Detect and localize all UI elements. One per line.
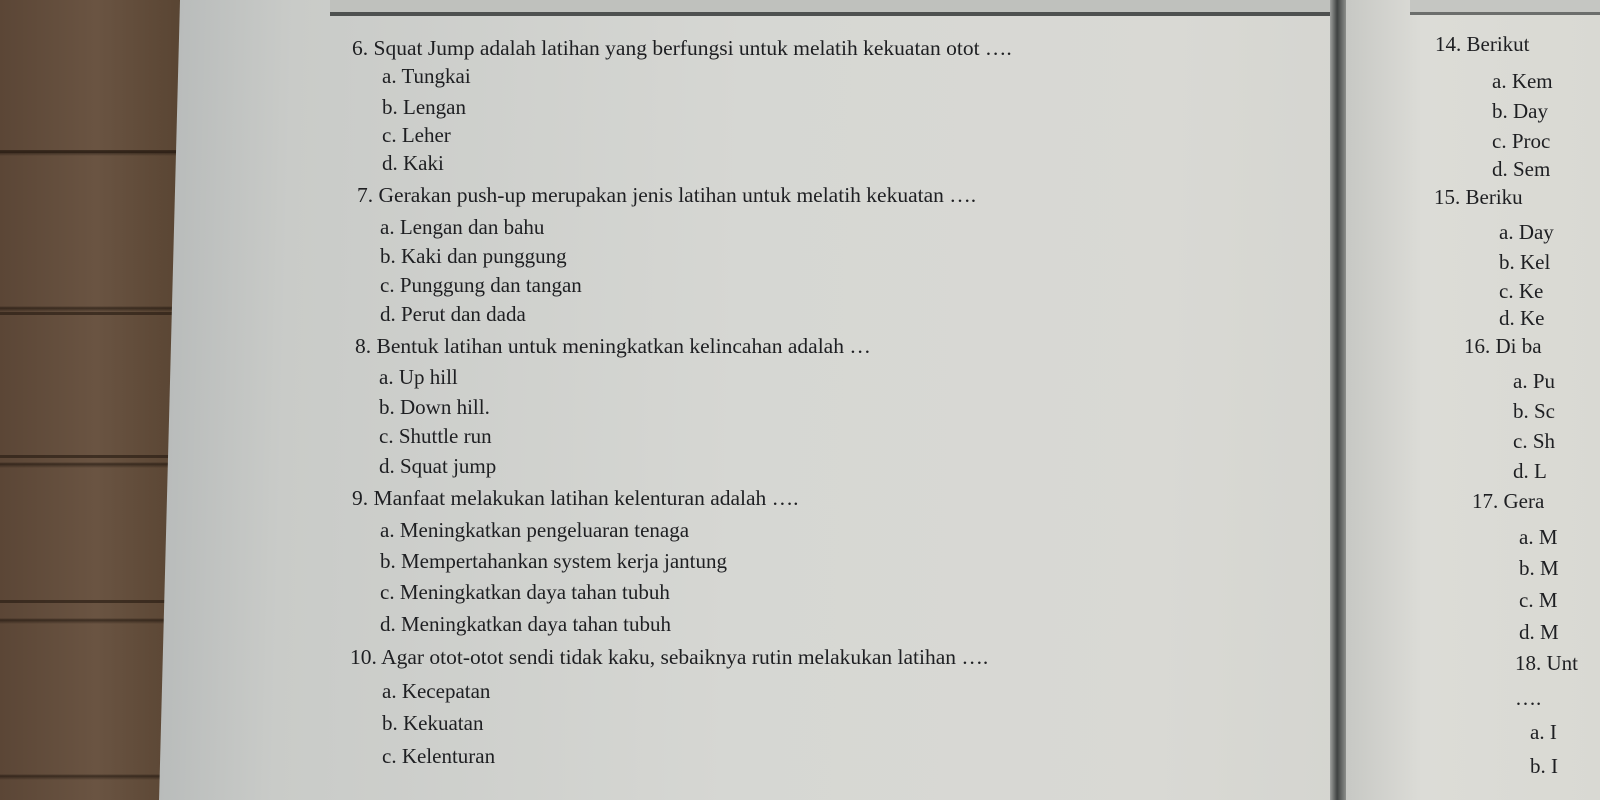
question-14-option-d: d. Sem xyxy=(1492,157,1551,181)
question-9-option-d: d. Meningkatkan daya tahan tubuh xyxy=(380,612,672,636)
right-column-cropped xyxy=(1420,0,1600,800)
question-18-option-a: a. I xyxy=(1530,720,1557,744)
question-17-option-a: a. M xyxy=(1519,525,1558,549)
question-15-option-d: d. Ke xyxy=(1499,306,1545,330)
question-16-stem: 16. Di ba xyxy=(1464,334,1542,358)
question-16-option-b: b. Sc xyxy=(1513,399,1555,423)
question-7-option-d: d. Perut dan dada xyxy=(380,302,526,326)
question-15-option-a: a. Day xyxy=(1499,220,1554,244)
question-14-option-b: b. Day xyxy=(1492,99,1548,123)
question-8-option-b: b. Down hill. xyxy=(379,395,490,419)
question-9-option-a: a. Meningkatkan pengeluaran tenaga xyxy=(380,518,690,542)
question-16-option-d: d. L xyxy=(1513,459,1547,483)
page-top-edge xyxy=(330,0,1340,16)
question-9-stem: 9. Manfaat melakukan latihan kelenturan adalah …. xyxy=(352,486,799,510)
question-6-option-d: d. Kaki xyxy=(382,151,444,175)
question-6-option-a: a. Tungkai xyxy=(382,64,471,88)
question-15-option-c: c. Ke xyxy=(1499,279,1544,303)
question-7-stem: 7. Gerakan push-up merupakan jenis latihan untuk melatih kekuatan …. xyxy=(357,183,977,207)
question-15-stem: 15. Beriku xyxy=(1434,185,1523,209)
question-18-continuation: …. xyxy=(1515,686,1542,710)
question-9-option-b: b. Mempertahankan system kerja jantung xyxy=(380,549,727,573)
question-9-option-c: c. Meningkatkan daya tahan tubuh xyxy=(380,580,670,604)
question-6-option-b: b. Lengan xyxy=(382,95,466,119)
question-8-option-a: a. Up hill xyxy=(379,365,458,389)
question-7-option-a: a. Lengan dan bahu xyxy=(380,215,545,239)
question-8-option-c: c. Shuttle run xyxy=(379,424,492,448)
question-14-option-a: a. Kem xyxy=(1492,69,1553,93)
question-16-option-c: c. Sh xyxy=(1513,429,1555,453)
question-10-option-b: b. Kekuatan xyxy=(382,711,484,735)
question-8-option-d: d. Squat jump xyxy=(379,454,497,478)
question-10-option-a: a. Kecepatan xyxy=(382,679,491,703)
question-14-option-c: c. Proc xyxy=(1492,129,1551,153)
question-6-option-c: c. Leher xyxy=(382,123,451,147)
question-8-stem: 8. Bentuk latihan untuk meningkatkan kelincahan adalah … xyxy=(355,334,871,358)
question-17-stem: 17. Gera xyxy=(1472,489,1545,513)
question-16-option-a: a. Pu xyxy=(1513,369,1555,393)
question-17-option-b: b. M xyxy=(1519,556,1559,580)
question-14-stem: 14. Berikut xyxy=(1435,32,1530,56)
question-6-stem: 6. Squat Jump adalah latihan yang berfungsi untuk melatih kekuatan otot …. xyxy=(352,36,1012,60)
question-17-option-c: c. M xyxy=(1519,588,1558,612)
question-18-stem: 18. Unt xyxy=(1515,651,1578,675)
question-10-option-c: c. Kelenturan xyxy=(382,744,496,768)
question-7-option-b: b. Kaki dan punggung xyxy=(380,244,567,268)
question-15-option-b: b. Kel xyxy=(1499,250,1551,274)
question-18-option-b: b. I xyxy=(1530,754,1558,778)
question-7-option-c: c. Punggung dan tangan xyxy=(380,273,582,297)
page-fold xyxy=(1330,0,1346,800)
question-17-option-d: d. M xyxy=(1519,620,1559,644)
question-10-stem: 10. Agar otot-otot sendi tidak kaku, sebaiknya rutin melakukan latihan …. xyxy=(350,645,989,669)
